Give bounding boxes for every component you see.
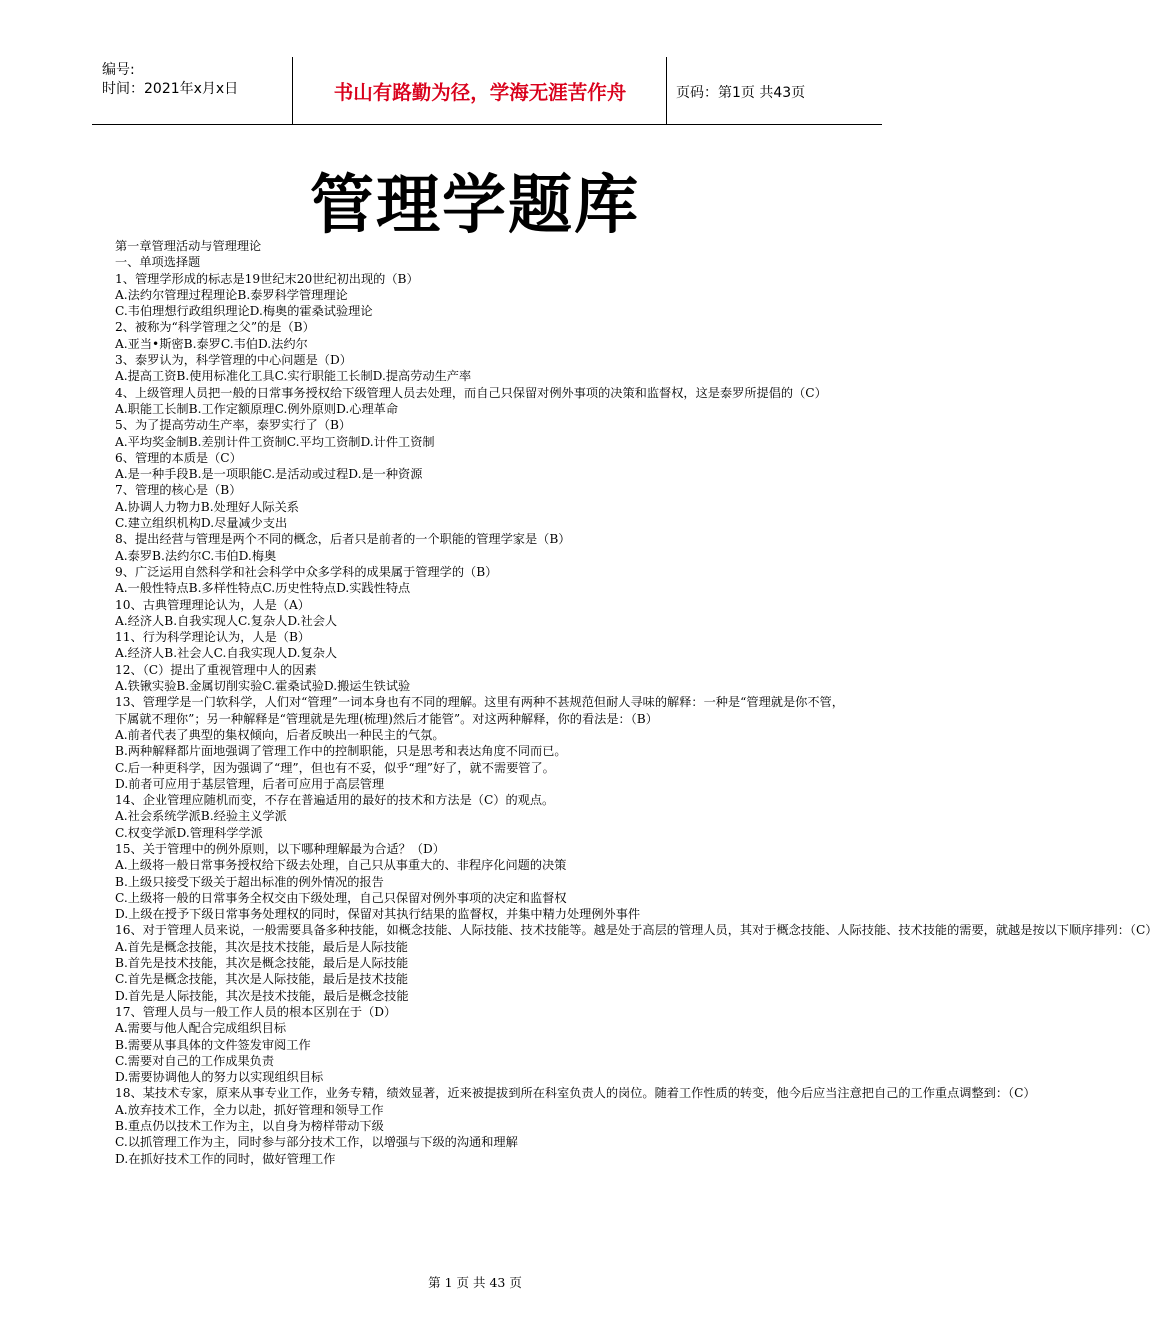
- text-line: B.首先是技术技能，其次是概念技能，最后是人际技能: [115, 956, 409, 971]
- text-line: B.需要从事具体的文件签发审阅工作: [115, 1037, 311, 1052]
- text-line: C.首先是概念技能，其次是人际技能，最后是技术技能: [115, 972, 409, 987]
- document-body: [115, 238, 1157, 1167]
- text-line: A.协调人力物力B.处理好人际关系: [115, 499, 299, 514]
- header-divider: [292, 57, 293, 125]
- text-line: A.提高工资B.使用标准化工具C.实行职能工长制D.提高劳动生产率: [115, 369, 472, 384]
- text-line: A.首先是概念技能，其次是技术技能，最后是人际技能: [115, 939, 408, 954]
- text-line: 9、广泛运用自然科学和社会科学中众多学科的成果属于管理学的（B）: [115, 564, 498, 579]
- text-line: B.重点仍以技术工作为主，以自身为榜样带动下级: [115, 1119, 384, 1134]
- text-line: 8、提出经营与管理是两个不同的概念，后者只是前者的一个职能的管理学家是（B）: [115, 532, 571, 547]
- text-line: C.以抓管理工作为主，同时参与部分技术工作，以增强与下级的沟通和理解: [115, 1135, 518, 1150]
- page-header: [92, 57, 882, 125]
- text-line: A.经济人B.自我实现人C.复杂人D.社会人: [115, 613, 338, 628]
- text-line: 5、为了提高劳动生产率，泰罗实行了（B）: [115, 418, 352, 433]
- text-line: A.前者代表了典型的集权倾向，后者反映出一种民主的气氛。: [115, 727, 445, 742]
- text-line: 7、管理的核心是（B）: [115, 483, 242, 498]
- text-line: D.首先是人际技能，其次是技术技能，最后是概念技能: [115, 988, 409, 1003]
- text-line: A.法约尔管理过程理论B.泰罗科学管理理论: [115, 287, 348, 302]
- text-line: 2、被称为“科学管理之父”的是（B）: [115, 320, 315, 335]
- header-page-info: 页码：第1页 共43页: [676, 85, 806, 101]
- text-line: 3、泰罗认为，科学管理的中心问题是（D）: [115, 353, 352, 368]
- code-label: 编号:: [102, 62, 135, 78]
- text-line: B.上级只接受下级关于超出标准的例外情况的报告: [115, 874, 384, 889]
- text-line: 11、行为科学理论认为，人是（B）: [115, 630, 311, 645]
- text-line: 10、古典管理理论认为，人是（A）: [115, 597, 310, 612]
- text-line: 18、某技术专家，原来从事专业工作，业务专精，绩效显著，近来被提拔到所在科室负责人的岗位。随着工作性质的转变，他今后应当注意把自己的工作重点调整到：（C）: [115, 1086, 1036, 1101]
- header-left: [102, 61, 238, 99]
- text-line: A.经济人B.社会人C.自我实现人D.复杂人: [115, 646, 338, 661]
- text-line: A.泰罗B.法约尔C.韦伯D.梅奥: [115, 548, 277, 563]
- time-label: 时间：2021年x月x日: [102, 81, 239, 97]
- text-line: D.前者可应用于基层管理，后者可应用于高层管理: [115, 776, 385, 791]
- text-line: A.铁锹实验B.金属切削实验C.霍桑试验D.搬运生铁试验: [115, 679, 411, 694]
- text-line: D.需要协调他人的努力以实现组织目标: [115, 1070, 324, 1085]
- page-footer: 第 1 页 共 43 页: [428, 1275, 522, 1290]
- text-line: C.权变学派D.管理科学学派: [115, 825, 263, 840]
- text-line: 12、（C）提出了重视管理中人的因素: [115, 662, 317, 677]
- header-motto: 书山有路勤为径，学海无涯苦作舟: [333, 81, 627, 104]
- document-title: 管理学题库: [310, 169, 640, 243]
- text-line: C.后一种更科学，因为强调了“理”，但也有不妥，似乎“理”好了，就不需要管了。: [115, 760, 555, 775]
- text-line: 16、对于管理人员来说，一般需要具备多种技能，如概念技能、人际技能、技术技能等。越是处于高层的管理人员，其对于概念技能、人际技能、技术技能的需要，就越是按以下顺序排列：（C）: [115, 923, 1157, 938]
- text-line: A.职能工长制B.工作定额原理C.例外原则D.心理革命: [115, 401, 399, 416]
- text-line: 17、管理人员与一般工作人员的根本区别在于（D）: [115, 1004, 397, 1019]
- text-line: C.需要对自己的工作成果负责: [115, 1053, 275, 1068]
- text-line: A.一般性特点B.多样性特点C.历史性特点D.实践性特点: [115, 581, 411, 596]
- text-line: 15、关于管理中的例外原则，以下哪种理解最为合适？（D）: [115, 841, 445, 856]
- text-line: A.社会系统学派B.经验主义学派: [115, 809, 287, 824]
- text-line: A.需要与他人配合完成组织目标: [115, 1021, 287, 1036]
- header-divider: [666, 57, 667, 125]
- text-line: A.平均奖金制B.差别计件工资制C.平均工资制D.计件工资制: [115, 434, 435, 449]
- text-line: B.两种解释都片面地强调了管理工作中的控制职能，只是思考和表达角度不同而已。: [115, 744, 567, 759]
- text-line: 一、单项选择题: [115, 255, 201, 270]
- text-line: C.韦伯理想行政组织理论D.梅奥的霍桑试验理论: [115, 304, 373, 319]
- text-line: 4、上级管理人员把一般的日常事务授权给下级管理人员去处理，而自己只保留对例外事项的决策和监督权，这是泰罗所提倡的（C）: [115, 385, 827, 400]
- text-line: C.上级将一般的日常事务全权交由下级处理，自己只保留对例外事项的决定和监督权: [115, 890, 567, 905]
- text-line: A.放弃技术工作，全力以赴，抓好管理和领导工作: [115, 1102, 384, 1117]
- text-line: A.是一种手段B.是一项职能C.是活动或过程D.是一种资源: [115, 467, 423, 482]
- text-line: 1、管理学形成的标志是19世纪末20世纪初出现的（B）: [115, 271, 419, 286]
- text-line: 第一章管理活动与管理理论: [115, 239, 262, 253]
- text-line: 6、管理的本质是（C）: [115, 450, 242, 465]
- text-line: C.建立组织机构D.尽量减少支出: [115, 516, 288, 531]
- text-line: D.上级在授予下级日常事务处理权的同时，保留对其执行结果的监督权，并集中精力处理例外事件: [115, 907, 641, 922]
- text-line: D.在抓好技术工作的同时，做好管理工作: [115, 1151, 336, 1166]
- text-line: A.上级将一般日常事务授权给下级去处理，自己只从事重大的、非程序化问题的决策: [115, 858, 567, 873]
- text-line: 14、企业管理应随机而变，不存在普遍适用的最好的技术和方法是（C）的观点。: [115, 793, 555, 808]
- text-line: A.亚当•斯密B.泰罗C.韦伯D.法约尔: [115, 336, 308, 351]
- text-line: 13、管理学是一门软科学，人们对“管理”一词本身也有不同的理解。这里有两种不甚规范但耐人寻味的解释：一种是“管理就是你不管，下属就不理你”；另一种解释是“管理就是先理(梳理)然后才能管”。对这两种解释，你的看法是：（B）: [115, 695, 844, 726]
